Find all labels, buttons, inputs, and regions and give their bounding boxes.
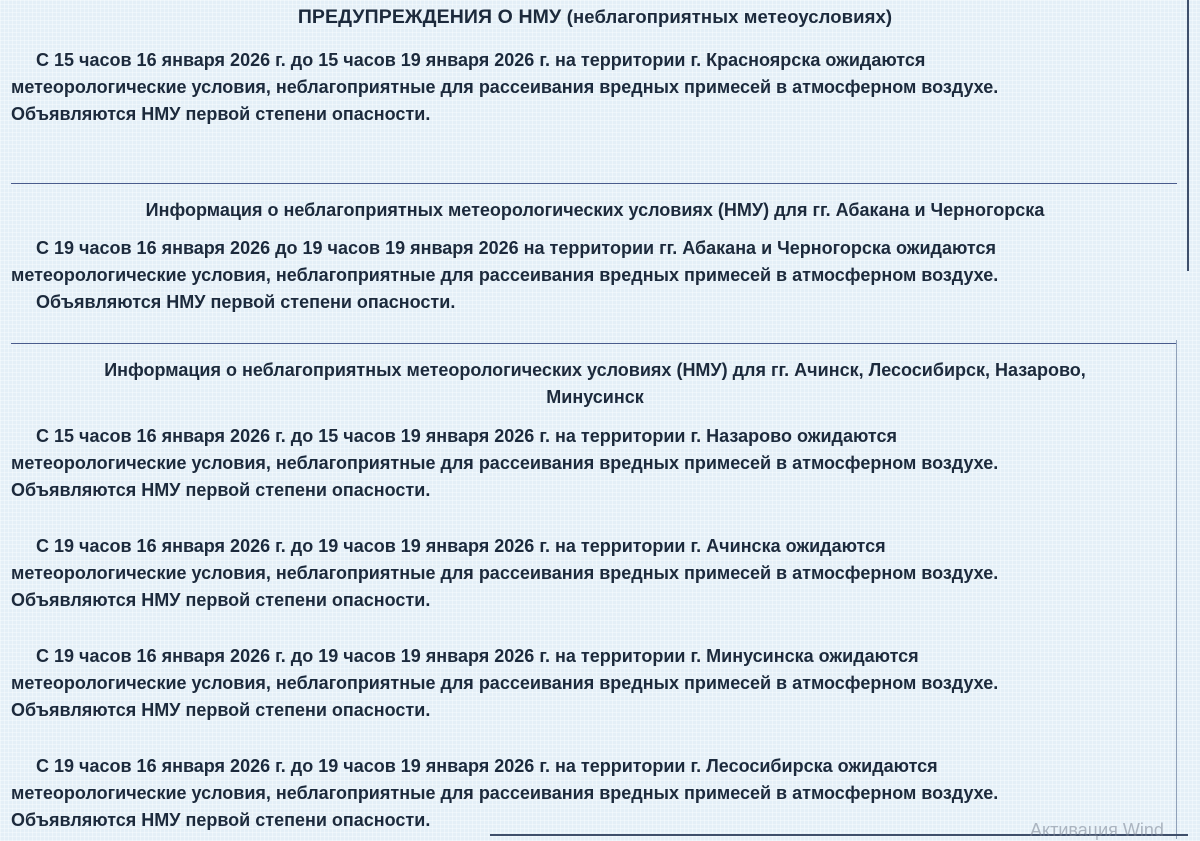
paragraph-line: С 19 часов 16 января 2026 г. до 19 часов 19 января 2026 г. на территории г. Лесосибирска ожидаются: [36, 756, 938, 776]
paragraph-line: С 15 часов 16 января 2026 г. до 15 часов 19 января 2026 г. на территории г. Назарово ожидаются: [36, 426, 897, 446]
cities-section-heading-line1: Информация о неблагоприятных метеорологических условиях (НМУ) для гг. Ачинск, Лесосибирск, Назарово,: [104, 360, 1086, 380]
content-frame-edge: [1176, 340, 1177, 839]
paragraph-line: Объявляются НМУ первой степени опасности.: [11, 810, 431, 830]
paragraph-line: метеорологические условия, неблагоприятные для рассеивания вредных примесей в атмосферном воздухе.: [11, 77, 999, 97]
paragraph-line: Объявляются НМУ первой степени опасности.: [36, 292, 456, 312]
minusinsk-warning-paragraph: [11, 643, 1171, 724]
lesosibirsk-warning-paragraph: [11, 753, 1171, 834]
content-frame-edge: [1187, 0, 1189, 271]
paragraph-line: метеорологические условия, неблагоприятные для рассеивания вредных примесей в атмосферном воздухе.: [11, 783, 999, 803]
paragraph-line: Объявляются НМУ первой степени опасности.: [11, 104, 431, 124]
paragraph-line: С 15 часов 16 января 2026 г. до 15 часов 19 января 2026 г. на территории г. Красноярска ожидаются: [36, 50, 926, 70]
page-title-main: ПРЕДУПРЕЖДЕНИЯ О НМУ: [297, 6, 562, 28]
paragraph-line: метеорологические условия, неблагоприятные для рассеивания вредных примесей в атмосферном воздухе.: [11, 265, 999, 285]
page-title-subtitle: (неблагоприятных метеоусловиях): [566, 6, 893, 27]
os-activation-watermark: Активация Wind: [1030, 820, 1164, 840]
page-title: [0, 6, 1190, 29]
paragraph-line: метеорологические условия, неблагоприятные для рассеивания вредных примесей в атмосферном воздухе.: [11, 563, 999, 583]
paragraph-line: Объявляются НМУ первой степени опасности.: [11, 590, 431, 610]
cities-section-heading: [0, 357, 1190, 411]
abakan-warning-paragraph: [11, 235, 1171, 316]
paragraph-line: метеорологические условия, неблагоприятные для рассеивания вредных примесей в атмосферном воздухе.: [11, 673, 999, 693]
achinsk-warning-paragraph: [11, 533, 1171, 614]
cities-section-heading-line2: Минусинск: [546, 387, 644, 407]
paragraph-line: С 19 часов 16 января 2026 до 19 часов 19 января 2026 на территории гг. Абакана и Черногорска ожидаются: [36, 238, 996, 258]
section-divider: [11, 343, 1177, 344]
abakan-section-heading: Информация о неблагоприятных метеорологических условиях (НМУ) для гг. Абакана и Черногорска: [145, 200, 1045, 220]
paragraph-line: С 19 часов 16 января 2026 г. до 19 часов 19 января 2026 г. на территории г. Ачинска ожидаются: [36, 536, 886, 556]
paragraph-line: Объявляются НМУ первой степени опасности.: [11, 700, 431, 720]
krasnoyarsk-warning-paragraph: [11, 47, 1171, 128]
paragraph-line: Объявляются НМУ первой степени опасности.: [11, 480, 431, 500]
paragraph-line: С 19 часов 16 января 2026 г. до 19 часов 19 января 2026 г. на территории г. Минусинска ожидаются: [36, 646, 919, 666]
paragraph-line: метеорологические условия, неблагоприятные для рассеивания вредных примесей в атмосферном воздухе.: [11, 453, 999, 473]
section-divider: [11, 183, 1177, 184]
nazarovo-warning-paragraph: [11, 423, 1171, 504]
